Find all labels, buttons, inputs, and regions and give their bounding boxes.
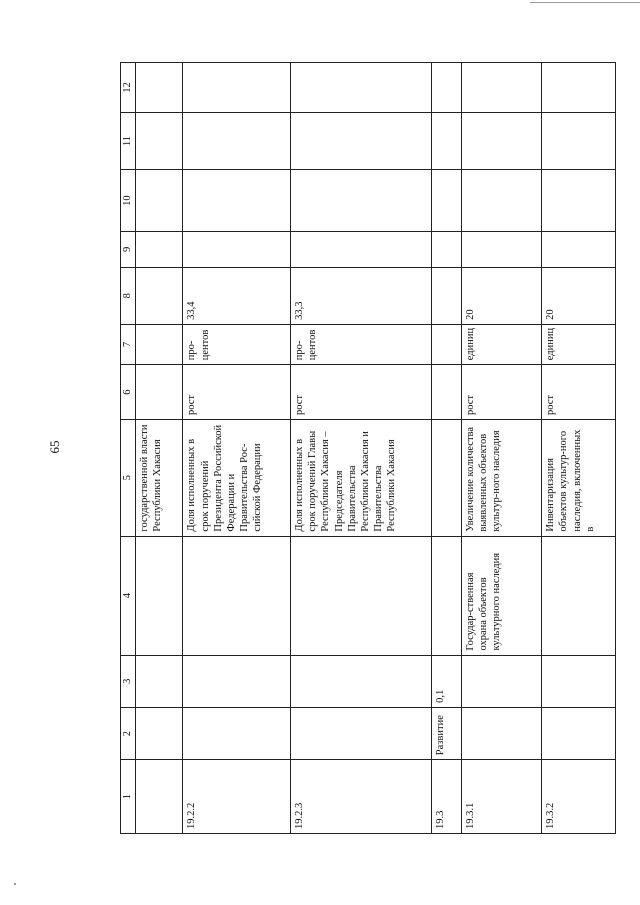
cell-program: [291, 707, 432, 759]
cell-weight: [135, 655, 182, 707]
cell-weight: [183, 655, 291, 707]
cell-col12: [461, 63, 541, 113]
header-cell: 1: [121, 760, 136, 834]
cell-col11: [432, 113, 462, 170]
indicator-table: [120, 62, 616, 834]
cell-col10: [432, 170, 462, 232]
header-cell: 2: [121, 707, 136, 759]
cell-col11: [291, 113, 432, 170]
cell-number: [135, 760, 182, 834]
cell-col9: [432, 232, 462, 268]
cell-task: Государ-ственная охрана объектов культурного наследия: [461, 536, 541, 655]
header-cell: 6: [121, 365, 136, 420]
cell-col9: [542, 232, 616, 268]
cell-task: [135, 536, 182, 655]
cell-number: 19.3: [432, 760, 462, 834]
cell-col12: [291, 63, 432, 113]
cell-col10: [183, 170, 291, 232]
cell-col12: [135, 63, 182, 113]
cell-unit: [135, 324, 182, 364]
table-row: [461, 63, 541, 834]
header-cell: 10: [121, 170, 136, 232]
cell-col11: [183, 113, 291, 170]
cell-col12: [432, 63, 462, 113]
table-row: [432, 63, 462, 834]
scan-artifact: [14, 883, 16, 885]
cell-value: 33,3: [291, 267, 432, 324]
cell-indicator: Инвентаризация объектов культур-ного наследия, включенных в: [542, 419, 616, 536]
cell-unit: единиц: [542, 324, 616, 364]
cell-col10: [135, 170, 182, 232]
rotated-table: [120, 62, 616, 834]
cell-value: [135, 267, 182, 324]
cell-number: 19.2.3: [291, 760, 432, 834]
header-cell: 5: [121, 419, 136, 536]
cell-task: [291, 536, 432, 655]
cell-weight: [461, 655, 541, 707]
cell-col11: [461, 113, 541, 170]
cell-trend: рост: [291, 365, 432, 420]
cell-number: 19.2.2: [183, 760, 291, 834]
cell-col10: [291, 170, 432, 232]
cell-weight: 0,1: [432, 655, 462, 707]
header-cell: 9: [121, 232, 136, 268]
header-cell: 3: [121, 655, 136, 707]
cell-unit: про-центов: [183, 324, 291, 364]
cell-value: 20: [542, 267, 616, 324]
top-rule: [530, 2, 640, 3]
cell-weight: [291, 655, 432, 707]
cell-task: [183, 536, 291, 655]
cell-trend: рост: [542, 365, 616, 420]
cell-col10: [461, 170, 541, 232]
cell-program: [183, 707, 291, 759]
cell-number: 19.3.2: [542, 760, 616, 834]
cell-task: [542, 536, 616, 655]
cell-col12: [542, 63, 616, 113]
cell-col10: [542, 170, 616, 232]
cell-task: [432, 536, 462, 655]
cell-program: [461, 707, 541, 759]
cell-value: [432, 267, 462, 324]
header-row: [121, 63, 136, 834]
cell-col11: [135, 113, 182, 170]
table-row: [291, 63, 432, 834]
cell-trend: рост: [461, 365, 541, 420]
cell-program: Развитие: [432, 707, 462, 759]
header-cell: 7: [121, 324, 136, 364]
cell-trend: рост: [183, 365, 291, 420]
cell-trend: [135, 365, 182, 420]
cell-program: [542, 707, 616, 759]
cell-col9: [135, 232, 182, 268]
cell-trend: [432, 365, 462, 420]
cell-program: [135, 707, 182, 759]
cell-indicator: [432, 419, 462, 536]
header-cell: 11: [121, 113, 136, 170]
cell-col9: [183, 232, 291, 268]
cell-value: 20: [461, 267, 541, 324]
cell-value: 33,4: [183, 267, 291, 324]
table-row: [135, 63, 182, 834]
table-row: [542, 63, 616, 834]
cell-col9: [291, 232, 432, 268]
cell-col12: [183, 63, 291, 113]
table-row: [183, 63, 291, 834]
cell-col11: [542, 113, 616, 170]
header-cell: 4: [121, 536, 136, 655]
cell-col9: [461, 232, 541, 268]
page-number: 65: [47, 440, 62, 454]
cell-weight: [542, 655, 616, 707]
cell-indicator: Доля исполненных в срок поручений Главы Республики Хакасия – Председателя Правительства Республики Хакасия и Правительства Республики Хакасия: [291, 419, 432, 536]
cell-unit: про-центов: [291, 324, 432, 364]
header-cell: 12: [121, 63, 136, 113]
cell-unit: [432, 324, 462, 364]
cell-indicator: Увеличение количества выявленных объектов культур-ного наследия: [461, 419, 541, 536]
cell-unit: единиц: [461, 324, 541, 364]
cell-number: 19.3.1: [461, 760, 541, 834]
header-cell: 8: [121, 267, 136, 324]
cell-indicator: государственной власти Республики Хакасия: [135, 419, 182, 536]
cell-indicator: Доля исполненных в срок поручений Президента Российской Федерации и Правительства Рос-сийской Федерации: [183, 419, 291, 536]
